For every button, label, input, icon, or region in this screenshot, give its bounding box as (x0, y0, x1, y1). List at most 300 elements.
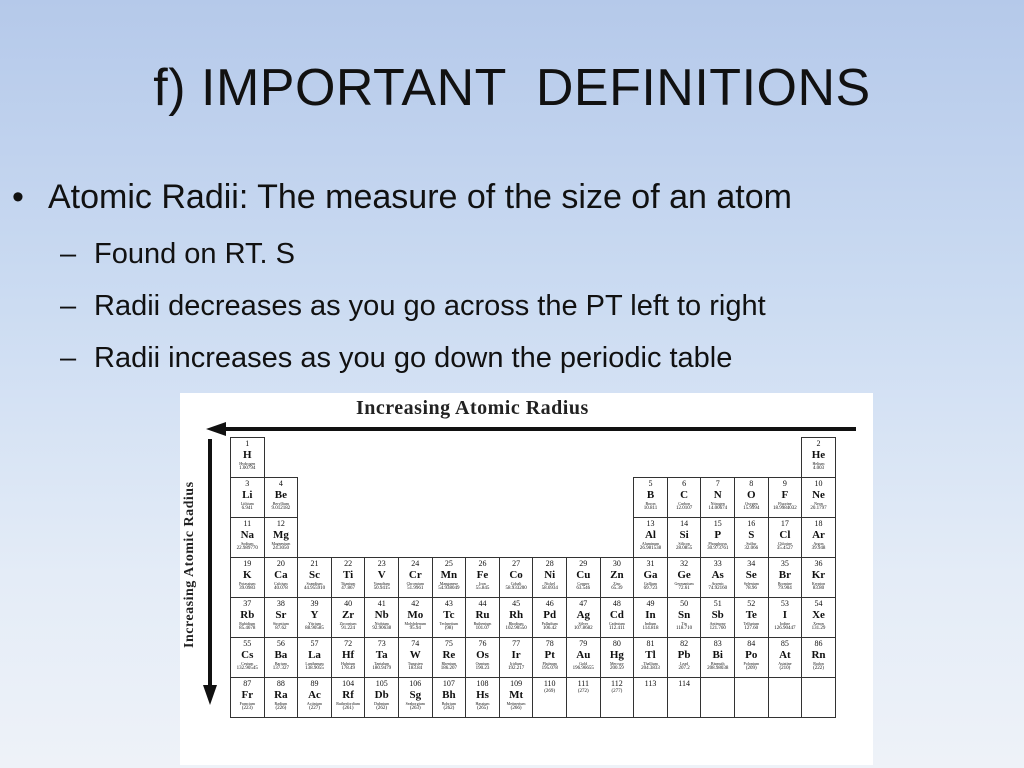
element-mass: (269) (544, 689, 556, 694)
element-mass: 126.90447 (774, 626, 796, 631)
element-cell (768, 597, 803, 638)
element-name: Silicon (678, 541, 690, 546)
element-symbol: Cu (576, 569, 591, 581)
element-number: 1 (245, 439, 250, 448)
element-mass: 18.9984032 (773, 506, 797, 511)
element-mass: 39.948 (811, 546, 826, 551)
element-name: Beryllium (272, 501, 289, 506)
element-mass: 183.84 (408, 666, 423, 671)
element-cell (230, 597, 265, 638)
element-name: Molybdenum (404, 621, 427, 626)
element-cell (532, 637, 567, 678)
element-name: Lithium (240, 501, 254, 506)
element-cell (633, 477, 668, 518)
element-symbol: F (781, 489, 789, 501)
element-symbol: Ru (475, 609, 490, 621)
element-mass: 196.96655 (572, 666, 594, 671)
element-cell (633, 637, 668, 678)
element-symbol: Se (745, 569, 757, 581)
element-mass: (265) (477, 706, 488, 711)
element-name: Argon (813, 541, 824, 546)
element-cell (734, 677, 769, 718)
element-cell (398, 597, 433, 638)
element-mass: 72.61 (678, 586, 690, 591)
element-cell (801, 677, 836, 718)
element-name: Antimony (709, 621, 726, 626)
element-cell (600, 557, 635, 598)
element-symbol: Mt (509, 689, 524, 701)
element-name: Phosphorus (708, 541, 728, 546)
element-mass: 106.42 (542, 626, 557, 631)
element-number: 9 (782, 479, 787, 488)
element-mass: 95.94 (409, 626, 421, 631)
element-name: Mercury (610, 661, 624, 666)
element-name: Calcium (274, 581, 288, 586)
element-name: Tungsten (407, 661, 423, 666)
element-symbol: Ac (308, 689, 321, 701)
element-mass: 186.207 (440, 666, 458, 671)
element-number: 87 (243, 679, 252, 688)
element-mass: 85.4678 (239, 626, 256, 631)
element-number: 79 (579, 639, 588, 648)
element-number: 111 (577, 679, 589, 688)
element-mass: 54.938049 (438, 586, 460, 591)
dash-icon: – (60, 238, 77, 270)
element-symbol: Hs (476, 689, 489, 701)
element-cell (801, 477, 836, 518)
element-cell (768, 637, 803, 678)
element-cell (331, 557, 366, 598)
element-name: Hassium (475, 701, 490, 706)
element-number: 86 (814, 639, 823, 648)
bullet-item (12, 178, 792, 217)
element-cell (364, 637, 399, 678)
element-number: 21 (310, 559, 319, 568)
element-cell (734, 557, 769, 598)
element-cell (465, 597, 500, 638)
element-mass: 58.933200 (505, 586, 527, 591)
element-number: 82 (680, 639, 689, 648)
element-symbol: Rh (509, 609, 524, 621)
element-cell (331, 597, 366, 638)
element-symbol: At (779, 649, 791, 661)
element-cell (432, 557, 467, 598)
element-number: 46 (545, 599, 554, 608)
element-cell (230, 477, 265, 518)
element-cell (331, 637, 366, 678)
element-symbol: Os (476, 649, 489, 661)
element-symbol: Ar (812, 529, 825, 541)
element-name: Meitnerium (506, 701, 526, 706)
element-mass: 44.955910 (303, 586, 326, 591)
element-cell (801, 637, 836, 678)
element-number: 74 (411, 639, 420, 648)
element-number: 40 (344, 599, 353, 608)
element-cell (600, 637, 635, 678)
element-number: 19 (243, 559, 252, 568)
element-symbol: Rn (811, 649, 826, 661)
element-number: 11 (243, 519, 252, 528)
element-name: Bohrium (441, 701, 456, 706)
element-mass: (223) (241, 706, 253, 711)
element-number: 110 (543, 679, 556, 688)
element-name: Gallium (643, 581, 658, 586)
element-name: Radon (813, 661, 824, 666)
element-number: 104 (342, 679, 355, 688)
element-name: Iridium (510, 661, 523, 666)
element-mass: 58.6934 (541, 586, 558, 591)
element-name: Yttrium (308, 621, 321, 626)
element-number: 8 (749, 479, 754, 488)
sub-item (60, 290, 766, 323)
element-name: Helium (812, 461, 825, 466)
element-cell (398, 557, 433, 598)
element-mass: 190.23 (475, 666, 490, 671)
element-number: 84 (747, 639, 756, 648)
element-symbol: Al (644, 529, 656, 541)
element-mass: (227) (309, 706, 320, 711)
element-number: 34 (747, 559, 756, 568)
element-name: Potassium (239, 581, 256, 586)
element-cell (768, 557, 803, 598)
element-mass: 121.760 (709, 626, 726, 631)
element-symbol: Cd (609, 609, 624, 621)
element-number: 14 (680, 519, 689, 528)
element-number: 28 (545, 559, 554, 568)
element-name: Chromium (406, 581, 424, 586)
element-name: Arsenic (711, 581, 724, 586)
element-cell (331, 677, 366, 718)
element-mass: (98) (444, 626, 454, 631)
element-name: Radium (274, 701, 288, 706)
element-number: 44 (478, 599, 487, 608)
element-number: 48 (612, 599, 621, 608)
element-cell (700, 677, 735, 718)
element-symbol: S (748, 529, 755, 541)
element-cell (432, 677, 467, 718)
element-mass: (263) (409, 706, 421, 711)
element-name: Cesium (241, 661, 254, 666)
element-symbol: Zr (341, 609, 355, 621)
element-number: 88 (276, 679, 285, 688)
element-symbol: B (646, 489, 655, 501)
element-mass: 14.00674 (708, 506, 728, 511)
element-number: 85 (780, 639, 789, 648)
element-number: 113 (644, 679, 657, 688)
element-symbol: Kr (811, 569, 826, 581)
element-mass: 28.0855 (675, 546, 693, 551)
element-symbol: Db (374, 689, 389, 701)
element-cell (230, 557, 265, 598)
element-name: Zinc (613, 581, 621, 586)
element-mass: 200.59 (610, 666, 624, 671)
element-cell (667, 477, 702, 518)
left-arrow-icon (206, 422, 226, 436)
element-symbol: Xe (812, 609, 825, 621)
element-cell (499, 637, 534, 678)
element-mass: 15.9994 (743, 506, 760, 511)
element-cell (532, 557, 567, 598)
element-number: 43 (444, 599, 453, 608)
element-number: 38 (276, 599, 285, 608)
element-symbol: Tl (645, 649, 656, 661)
element-cell (801, 557, 836, 598)
element-number: 15 (713, 519, 722, 528)
element-number: 42 (411, 599, 420, 608)
element-name: Tantalum (374, 661, 390, 666)
element-symbol: H (243, 449, 252, 461)
element-cell (499, 677, 534, 718)
element-number: 105 (375, 679, 388, 688)
element-name: Titanium (340, 581, 356, 586)
element-cell (297, 677, 332, 718)
element-mass: 50.9415 (373, 586, 390, 591)
element-number: 32 (680, 559, 689, 568)
element-number: 35 (780, 559, 789, 568)
element-mass: 24.3050 (272, 546, 290, 551)
element-symbol: Ne (812, 489, 825, 501)
element-cell (465, 637, 500, 678)
element-name: Technetium (439, 621, 459, 626)
element-symbol: Re (442, 649, 456, 661)
element-cell (432, 597, 467, 638)
element-cell (667, 637, 702, 678)
element-cell (264, 477, 299, 518)
element-name: Lanthanum (305, 661, 324, 666)
element-cell (667, 557, 702, 598)
element-name: Sodium (241, 541, 254, 546)
element-cell (700, 477, 735, 518)
element-cell (499, 557, 534, 598)
element-mass: 79.904 (778, 586, 792, 591)
element-name: Platinum (542, 661, 557, 666)
element-symbol: Ti (342, 569, 354, 581)
element-number: 16 (747, 519, 756, 528)
element-symbol: Sg (409, 689, 422, 701)
element-mass: 92.90638 (372, 626, 392, 631)
element-mass: 107.8682 (573, 626, 593, 631)
element-name: Magnesium (271, 541, 291, 546)
element-cell (398, 677, 433, 718)
element-mass: 32.066 (744, 546, 759, 551)
element-symbol: As (711, 569, 724, 581)
element-number: 31 (646, 559, 655, 568)
element-mass: (261) (342, 706, 354, 711)
radius-heading: Increasing Atomic Radius (356, 397, 589, 419)
element-name: Francium (239, 701, 255, 706)
element-name: Tellurium (743, 621, 760, 626)
element-number: 55 (243, 639, 252, 648)
element-name: Aluminum (641, 541, 660, 546)
element-number: 83 (713, 639, 722, 648)
element-number: 12 (276, 519, 285, 528)
element-symbol: Au (576, 649, 591, 661)
element-symbol: Po (745, 649, 758, 661)
element-name: Gold (579, 661, 588, 666)
element-name: Barium (274, 661, 287, 666)
element-cell (600, 677, 635, 718)
element-mass: 132.90545 (236, 666, 258, 671)
element-symbol: P (714, 529, 722, 541)
element-symbol: I (782, 609, 788, 621)
element-cell (700, 597, 735, 638)
element-number: 23 (377, 559, 386, 568)
element-cell (230, 677, 265, 718)
element-cell (364, 597, 399, 638)
element-cell (700, 517, 735, 558)
element-number: 80 (612, 639, 621, 648)
element-symbol: Ca (274, 569, 288, 581)
element-symbol: Bh (442, 689, 456, 701)
element-mass: 114.818 (642, 626, 659, 631)
sub-item (60, 342, 732, 375)
element-symbol: O (747, 489, 756, 501)
element-mass: 112.411 (608, 626, 625, 631)
element-symbol: Y (310, 609, 319, 621)
element-symbol: Ge (677, 569, 691, 581)
element-number: 77 (512, 639, 521, 648)
element-mass: 12.0107 (675, 506, 693, 511)
element-mass: 131.29 (811, 626, 826, 631)
element-symbol: Ir (511, 649, 521, 661)
element-cell (734, 517, 769, 558)
element-mass: 9.012182 (271, 506, 291, 511)
element-mass: (210) (779, 666, 791, 671)
down-arrow-icon (203, 685, 217, 705)
element-number: 57 (310, 639, 319, 648)
element-symbol: Cs (241, 649, 254, 661)
element-mass: 207.2 (678, 666, 690, 671)
element-mass: 102.90550 (505, 626, 527, 631)
element-cell (364, 557, 399, 598)
element-cell (801, 597, 836, 638)
element-mass: 55.845 (475, 586, 490, 591)
element-mass: (266) (510, 706, 522, 711)
element-number: 37 (243, 599, 252, 608)
element-cell (532, 597, 567, 638)
element-name: Iron (479, 581, 486, 586)
element-number: 49 (646, 599, 655, 608)
element-cell (465, 557, 500, 598)
element-name: Scandium (306, 581, 323, 586)
element-cell (264, 637, 299, 678)
element-number: 51 (713, 599, 722, 608)
element-number: 112 (611, 679, 623, 688)
element-mass: 83.80 (812, 586, 825, 591)
element-symbol: Hg (609, 649, 624, 661)
element-number: 13 (646, 519, 655, 528)
element-cell (398, 637, 433, 678)
element-mass: (262) (443, 706, 455, 711)
element-cell (633, 557, 668, 598)
element-name: Sulfur (746, 541, 757, 546)
element-mass: 127.60 (744, 626, 759, 631)
element-symbol: Ta (375, 649, 388, 661)
element-cell (499, 597, 534, 638)
element-cell (734, 477, 769, 518)
element-symbol: Fr (241, 689, 254, 701)
element-mass: 178.49 (341, 666, 355, 671)
element-name: Polonium (743, 661, 760, 666)
element-mass: (222) (813, 666, 824, 671)
element-name: Seaborgium (405, 701, 425, 706)
element-mass: 137.327 (272, 666, 290, 671)
element-symbol: Pd (543, 609, 557, 621)
element-mass: (272) (577, 689, 589, 694)
element-cell (230, 437, 265, 478)
element-cell (297, 597, 332, 638)
dash-icon: – (60, 342, 77, 374)
element-cell (465, 677, 500, 718)
element-cell (297, 637, 332, 678)
element-mass: (209) (745, 666, 757, 671)
element-mass: 63.546 (576, 586, 591, 591)
element-name: Niobium (374, 621, 389, 626)
element-symbol: Mn (440, 569, 458, 581)
element-cell (230, 517, 265, 558)
element-number: 24 (411, 559, 420, 568)
element-symbol: Ga (643, 569, 658, 581)
element-cell (432, 637, 467, 678)
element-cell (532, 677, 567, 718)
element-number: 17 (780, 519, 789, 528)
element-name: Strontium (272, 621, 289, 626)
element-mass: 118.710 (676, 626, 693, 631)
element-cell (734, 637, 769, 678)
element-name: Neon (814, 501, 823, 506)
element-name: Lead (680, 661, 689, 666)
element-number: 56 (276, 639, 285, 648)
element-mass: 78.96 (745, 586, 757, 591)
element-symbol: He (811, 449, 826, 461)
periodic-table-image (180, 393, 873, 765)
element-mass: 35.4527 (776, 546, 794, 551)
element-symbol: Na (240, 529, 255, 541)
element-mass: 4.003 (812, 466, 825, 471)
element-name: Copper (577, 581, 590, 586)
sub-item-text: Found on RT. S (94, 238, 295, 270)
element-symbol: Rf (342, 689, 354, 701)
element-mass: 10.811 (643, 506, 658, 511)
element-number: 3 (245, 479, 250, 488)
element-number: 27 (512, 559, 521, 568)
element-symbol: Bi (712, 649, 723, 661)
element-cell (297, 557, 332, 598)
element-symbol: Sc (308, 569, 320, 581)
element-mass: 192.217 (507, 666, 525, 671)
element-name: Carbon (678, 501, 690, 506)
element-symbol: Sb (711, 609, 724, 621)
element-cell (600, 597, 635, 638)
element-symbol: Cl (779, 529, 791, 541)
element-mass: 74.92160 (708, 586, 728, 591)
element-number: 106 (409, 679, 422, 688)
element-symbol: La (308, 649, 321, 661)
element-name: Thallium (643, 661, 658, 666)
element-cell (700, 557, 735, 598)
element-number: 10 (814, 479, 823, 488)
element-symbol: W (409, 649, 421, 661)
element-cell (633, 597, 668, 638)
element-number: 109 (510, 679, 523, 688)
element-symbol: Hf (341, 649, 355, 661)
element-name: Palladium (541, 621, 558, 626)
element-cell (264, 517, 299, 558)
element-number: 20 (276, 559, 285, 568)
element-name: Hydrogen (239, 461, 256, 466)
element-name: Manganese (439, 581, 458, 586)
bullet-dot-icon: • (12, 178, 24, 216)
